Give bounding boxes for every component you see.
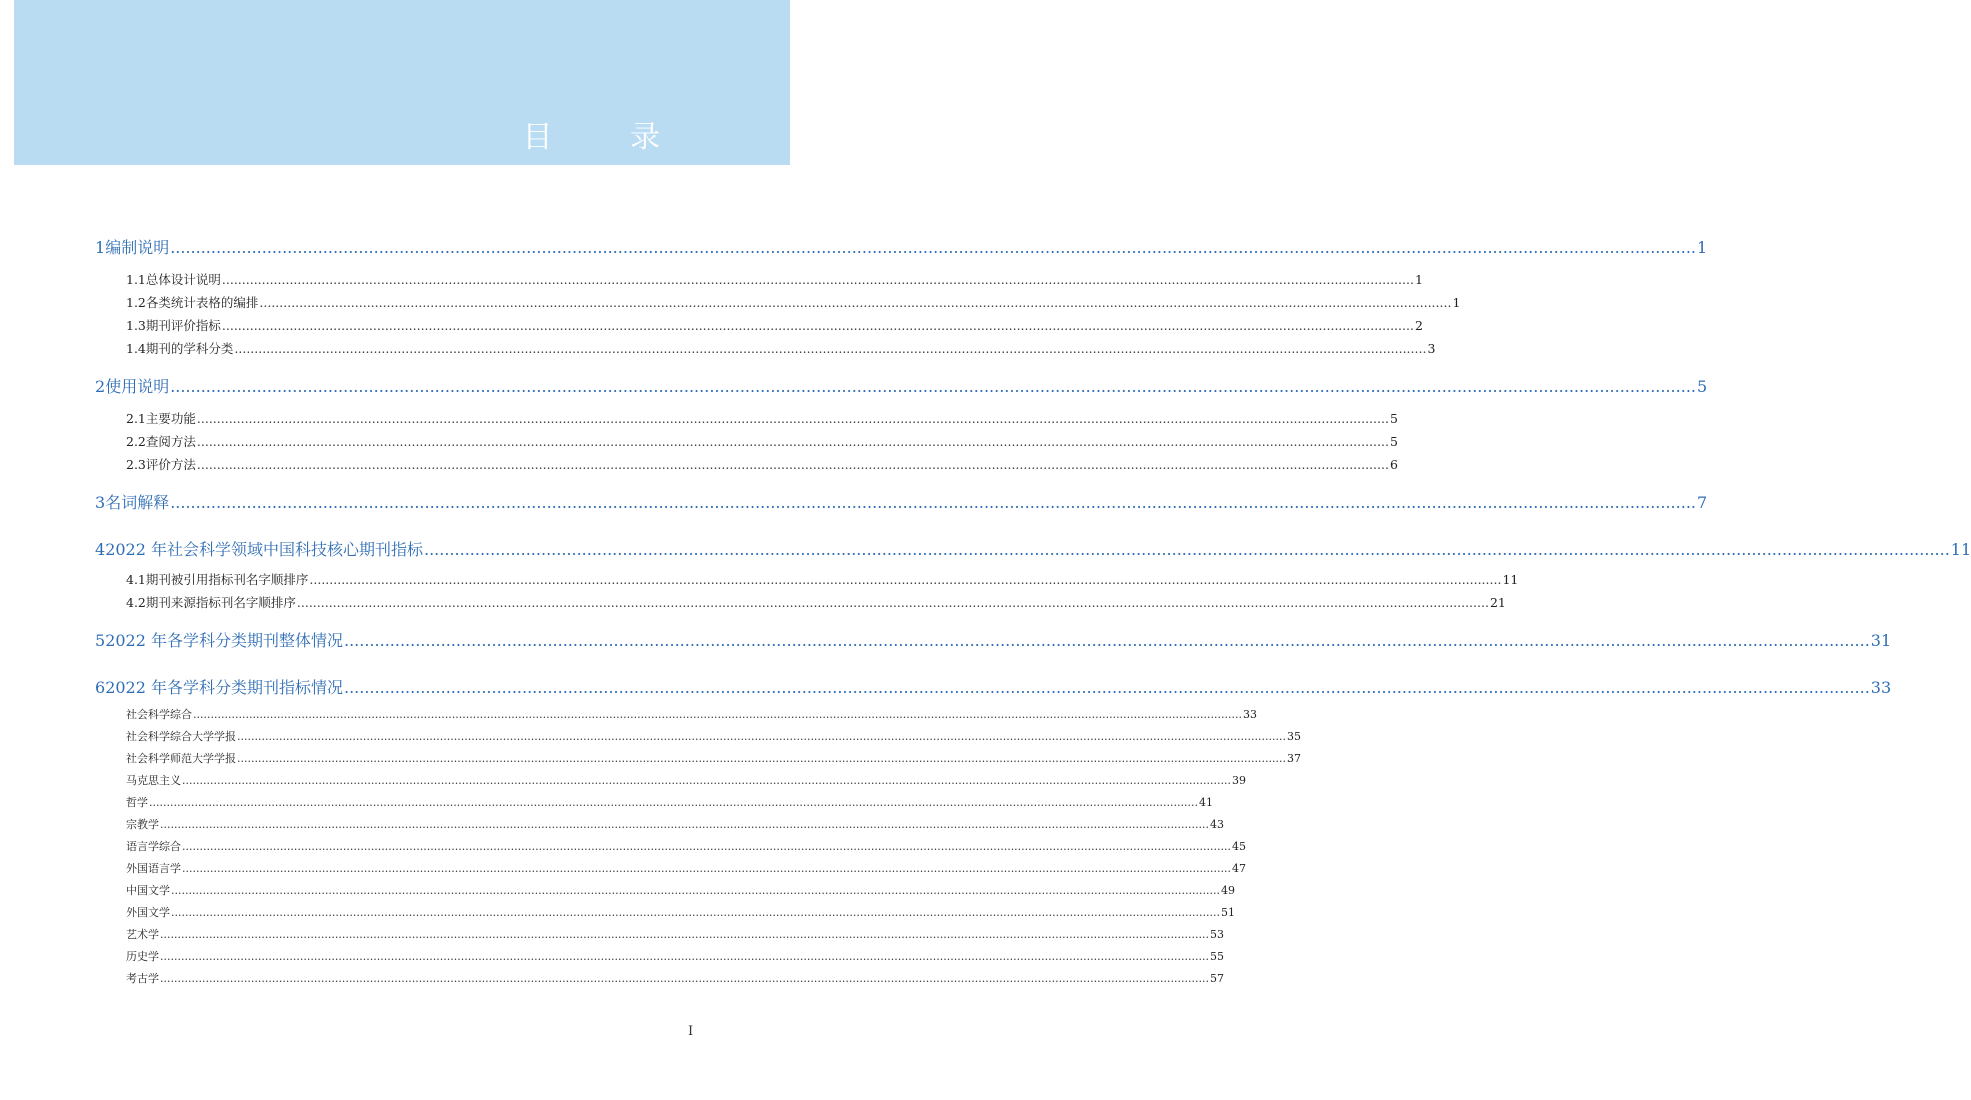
- chapter-number: 4: [95, 540, 106, 559]
- chapter-title: 2022 年各学科分类期刊指标情况: [105, 678, 343, 697]
- chapter-title: 使用说明: [105, 377, 170, 396]
- section-page-number: 6: [1389, 457, 1398, 472]
- dot-leader: ............................................................................................................................................................................................................................................................................................................: [160, 972, 1209, 985]
- toc-subject-item[interactable]: [126, 970, 1224, 986]
- section-number: 4.2: [126, 595, 146, 610]
- dot-leader: ............................................................................................................................................................................................................................................................................................................: [182, 862, 1231, 875]
- section-title: 总体设计说明: [145, 272, 221, 287]
- dot-leader: ............................................................................................................................................................................................................................................................................................................: [160, 818, 1209, 831]
- section-title: 期刊来源指标刊名字顺排序: [145, 595, 296, 610]
- toc-chapter-5[interactable]: [95, 628, 1892, 651]
- section-title: 期刊被引用指标刊名字顺排序: [145, 572, 309, 587]
- page-folio: I: [688, 1024, 694, 1039]
- section-page-number: 1: [1414, 272, 1423, 287]
- dot-leader: ............................................................................................................................................................................................................................................................................................................: [149, 796, 1198, 809]
- subject-title: 社会科学师范大学学报: [126, 752, 236, 765]
- toc-subject-item[interactable]: [126, 728, 1301, 744]
- subject-page-number: 39: [1231, 774, 1246, 787]
- dot-leader: ............................................................................................................................................................................................................................................................................................................: [171, 884, 1220, 897]
- chapter-number: 5: [95, 631, 106, 650]
- subject-page-number: 41: [1198, 796, 1213, 809]
- section-title: 查阅方法: [145, 434, 196, 449]
- toc-section-1-4[interactable]: [126, 339, 1436, 357]
- dot-leader: ............................................................................................................................................................................................................................................................................................................: [182, 840, 1231, 853]
- subject-title: 马克思主义: [126, 774, 181, 787]
- dot-leader: ............................................................................................................................................................................................................................................................................................................: [237, 730, 1286, 743]
- toc-section-1-2[interactable]: [126, 293, 1461, 311]
- subject-page-number: 51: [1220, 906, 1235, 919]
- dot-leader: ............................................................................................................................................................................................................................................................................................................: [234, 341, 1427, 356]
- toc-section-1-3[interactable]: [126, 316, 1423, 334]
- subject-page-number: 57: [1209, 972, 1224, 985]
- subject-page-number: 33: [1242, 708, 1257, 721]
- subject-title: 哲学: [126, 796, 148, 809]
- dot-leader: ............................................................................................................................................................................................................................................................................................................: [259, 295, 1452, 310]
- toc-subject-item[interactable]: [126, 904, 1235, 920]
- dot-leader: ............................................................................................................................................................................................................................................................................................................: [196, 434, 1389, 449]
- toc-chapter-6[interactable]: [95, 675, 1892, 698]
- dot-leader: ............................................................................................................................................................................................................................................................................................................: [196, 457, 1389, 472]
- toc-subject-item[interactable]: [126, 926, 1224, 942]
- toc-section-4-2[interactable]: [126, 593, 1506, 611]
- section-page-number: 5: [1389, 411, 1398, 426]
- subject-page-number: 35: [1286, 730, 1301, 743]
- chapter-page-number: 1: [1696, 238, 1708, 257]
- section-page-number: 21: [1489, 595, 1506, 610]
- chapter-number: 2: [95, 377, 106, 396]
- dot-leader: ............................................................................................................................................................................................................................................................................................................: [193, 708, 1242, 721]
- chapter-title: 2022 年社会科学领域中国科技核心期刊指标: [105, 540, 423, 559]
- chapter-page-number: 11: [1950, 540, 1971, 559]
- dot-leader: ............................................................................................................................................................................................................................................................................................................: [196, 411, 1389, 426]
- section-number: 1.2: [126, 295, 146, 310]
- section-page-number: 1: [1452, 295, 1461, 310]
- section-page-number: 11: [1502, 572, 1519, 587]
- subject-title: 考古学: [126, 972, 159, 985]
- section-number: 4.1: [126, 572, 146, 587]
- section-number: 2.1: [126, 411, 146, 426]
- section-number: 1.4: [126, 341, 146, 356]
- toc-chapter-4[interactable]: [95, 537, 1971, 560]
- section-title: 各类统计表格的编排: [145, 295, 259, 310]
- dot-leader: ............................................................................................................................................................................................................................................................................................................: [296, 595, 1489, 610]
- subject-page-number: 49: [1220, 884, 1235, 897]
- subject-page-number: 43: [1209, 818, 1224, 831]
- section-page-number: 2: [1414, 318, 1423, 333]
- chapter-page-number: 31: [1870, 631, 1892, 650]
- section-title: 期刊的学科分类: [145, 341, 234, 356]
- toc-subject-item[interactable]: [126, 816, 1224, 832]
- dot-leader: ............................................................................................................................................................................................................................................................................................................: [170, 377, 1696, 396]
- subject-page-number: 45: [1231, 840, 1246, 853]
- section-number: 2.2: [126, 434, 146, 449]
- section-page-number: 3: [1427, 341, 1436, 356]
- section-number: 1.3: [126, 318, 146, 333]
- subject-title: 语言学综合: [126, 840, 181, 853]
- toc-section-2-3[interactable]: [126, 455, 1398, 473]
- section-page-number: 5: [1389, 434, 1398, 449]
- dot-leader: ............................................................................................................................................................................................................................................................................................................: [170, 493, 1696, 512]
- subject-page-number: 37: [1286, 752, 1301, 765]
- toc-chapter-2[interactable]: [95, 374, 1708, 397]
- chapter-page-number: 7: [1696, 493, 1708, 512]
- dot-leader: ............................................................................................................................................................................................................................................................................................................: [171, 906, 1220, 919]
- subject-page-number: 53: [1209, 928, 1224, 941]
- toc-subject-item[interactable]: [126, 794, 1213, 810]
- toc-section-1-1[interactable]: [126, 270, 1423, 288]
- chapter-page-number: 33: [1870, 678, 1892, 697]
- toc-section-2-2[interactable]: [126, 432, 1398, 450]
- toc-subject-item[interactable]: [126, 882, 1235, 898]
- subject-title: 外国文学: [126, 906, 170, 919]
- subject-page-number: 47: [1231, 862, 1246, 875]
- chapter-title: 名词解释: [105, 493, 170, 512]
- toc-section-4-1[interactable]: [126, 570, 1519, 588]
- subject-title: 历史学: [126, 950, 159, 963]
- dot-leader: ............................................................................................................................................................................................................................................................................................................: [424, 540, 1950, 559]
- chapter-number: 1: [95, 238, 106, 257]
- subject-title: 中国文学: [126, 884, 170, 897]
- chapter-page-number: 5: [1696, 377, 1708, 396]
- toc-subject-item[interactable]: [126, 948, 1224, 964]
- toc-chapter-3[interactable]: [95, 490, 1708, 513]
- chapter-title: 2022 年各学科分类期刊整体情况: [105, 631, 343, 650]
- dot-leader: ............................................................................................................................................................................................................................................................................................................: [182, 774, 1231, 787]
- dot-leader: ............................................................................................................................................................................................................................................................................................................: [344, 678, 1870, 697]
- subject-title: 艺术学: [126, 928, 159, 941]
- dot-leader: ............................................................................................................................................................................................................................................................................................................: [160, 928, 1209, 941]
- toc-subject-item[interactable]: [126, 838, 1246, 854]
- chapter-number: 6: [95, 678, 106, 697]
- header-band: [14, 0, 790, 165]
- chapter-number: 3: [95, 493, 106, 512]
- dot-leader: ............................................................................................................................................................................................................................................................................................................: [237, 752, 1286, 765]
- toc-section-2-1[interactable]: [126, 409, 1398, 427]
- dot-leader: ............................................................................................................................................................................................................................................................................................................: [309, 572, 1502, 587]
- dot-leader: ............................................................................................................................................................................................................................................................................................................: [170, 238, 1696, 257]
- section-title: 主要功能: [145, 411, 196, 426]
- subject-title: 外国语言学: [126, 862, 181, 875]
- toc-subject-item[interactable]: [126, 706, 1257, 722]
- subject-page-number: 55: [1209, 950, 1224, 963]
- chapter-title: 编制说明: [105, 238, 170, 257]
- section-number: 2.3: [126, 457, 146, 472]
- dot-leader: ............................................................................................................................................................................................................................................................................................................: [221, 272, 1414, 287]
- section-number: 1.1: [126, 272, 146, 287]
- page-title: 目 录: [522, 120, 694, 155]
- toc-subject-item[interactable]: [126, 750, 1301, 766]
- subject-title: 社会科学综合: [126, 708, 192, 721]
- subject-title: 宗教学: [126, 818, 159, 831]
- subject-title: 社会科学综合大学学报: [126, 730, 236, 743]
- dot-leader: ............................................................................................................................................................................................................................................................................................................: [344, 631, 1870, 650]
- dot-leader: ............................................................................................................................................................................................................................................................................................................: [160, 950, 1209, 963]
- dot-leader: ............................................................................................................................................................................................................................................................................................................: [221, 318, 1414, 333]
- section-title: 评价方法: [145, 457, 196, 472]
- section-title: 期刊评价指标: [145, 318, 221, 333]
- toc-subject-item[interactable]: [126, 772, 1246, 788]
- toc-chapter-1[interactable]: [95, 235, 1708, 258]
- toc-subject-item[interactable]: [126, 860, 1246, 876]
